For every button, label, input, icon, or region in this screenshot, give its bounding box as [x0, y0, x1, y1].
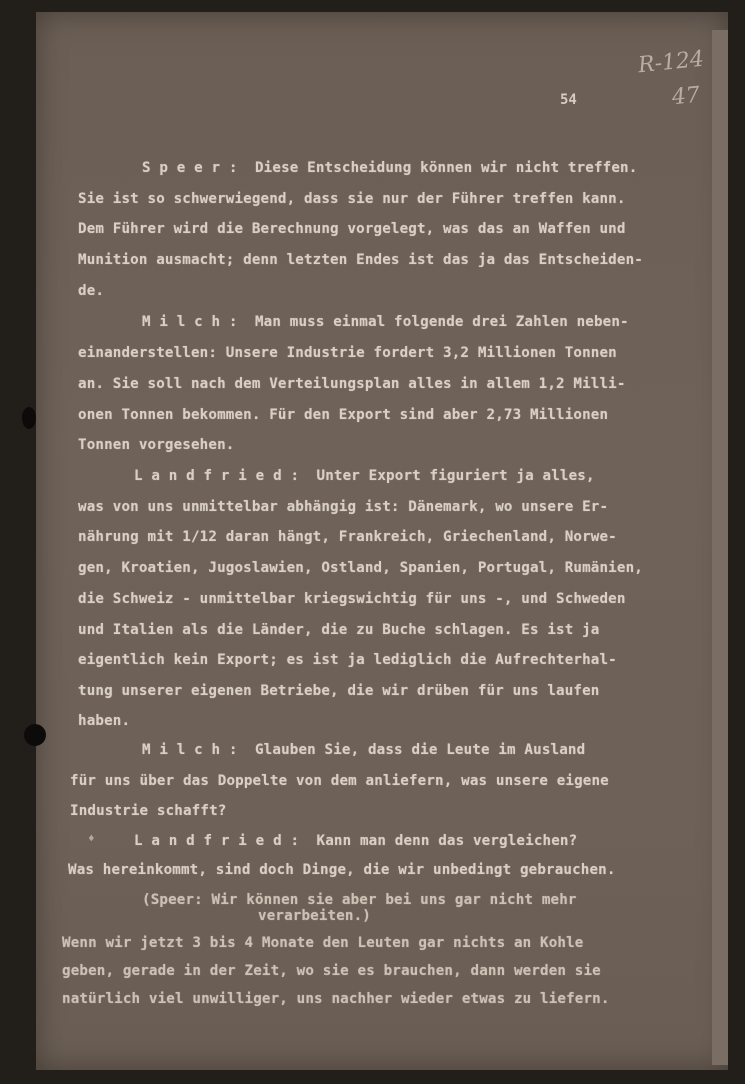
text-line: eigentlich kein Export; es ist ja lediglich die Aufrechterhal-: [78, 652, 617, 668]
text-line: nährung mit 1/12 daran hängt, Frankreich, Griechenland, Norwe-: [78, 529, 617, 545]
text-line: L a n d f r i e d : Kann man denn das vergleichen?: [134, 833, 578, 849]
text-line: Dem Führer wird die Berechnung vorgelegt, was das an Waffen und: [78, 221, 626, 237]
text-line: Industrie schafft?: [70, 803, 227, 819]
text-line: einanderstellen: Unsere Industrie fordert 3,2 Millionen Tonnen: [78, 345, 617, 361]
page-number: 54: [560, 92, 577, 108]
punch-hole: [24, 724, 46, 746]
text-line: onen Tonnen bekommen. Für den Export sind aber 2,73 Millionen: [78, 407, 609, 423]
paper-edge: [712, 30, 728, 1065]
punch-hole: [22, 407, 36, 429]
text-line: an. Sie soll nach dem Verteilungsplan alles in allem 1,2 Milli-: [78, 376, 626, 392]
text-line: gen, Kroatien, Jugoslawien, Ostland, Spanien, Portugal, Rumänien,: [78, 560, 643, 576]
text-line: L a n d f r i e d : Unter Export figuriert ja alles,: [134, 468, 595, 484]
text-line: die Schweiz - unmittelbar kriegswichtig für uns -, und Schweden: [78, 591, 626, 607]
text-line: Sie ist so schwerwiegend, dass sie nur der Führer treffen kann.: [78, 191, 626, 207]
text-line: haben.: [78, 713, 131, 729]
text-line: Munition ausmacht; denn letzten Endes ist das ja das Entscheiden-: [78, 252, 643, 268]
text-line: M i l c h : Man muss einmal folgende drei Zahlen neben-: [142, 314, 629, 330]
text-line: tung unserer eigenen Betriebe, die wir drüben für uns laufen: [78, 683, 600, 699]
text-line: geben, gerade in der Zeit, wo sie es brauchen, dann werden sie: [62, 963, 601, 979]
text-line: Tonnen vorgesehen.: [78, 437, 235, 453]
text-line: natürlich viel unwilliger, uns nachher wieder etwas zu liefern.: [62, 991, 610, 1007]
text-line: Was hereinkommt, sind doch Dinge, die wir unbedingt gebrauchen.: [68, 862, 616, 878]
archive-mark-line: R-124: [636, 46, 706, 79]
text-line: Wenn wir jetzt 3 bis 4 Monate den Leuten gar nichts an Kohle: [62, 935, 584, 951]
archive-mark-line: 47: [670, 82, 702, 111]
text-line: S p e e r : Diese Entscheidung können wir nicht treffen.: [142, 160, 638, 176]
text-line: und Italien als die Länder, die zu Buche schlagen. Es ist ja: [78, 622, 600, 638]
text-line: de.: [78, 283, 105, 299]
margin-mark: ♦: [88, 832, 95, 845]
text-line: (Speer: Wir können sie aber bei uns gar nicht mehr: [142, 892, 577, 908]
text-line: für uns über das Doppelte von dem anliefern, was unsere eigene: [70, 773, 609, 789]
text-line: was von uns unmittelbar abhängig ist: Dänemark, wo unsere Er-: [78, 499, 609, 515]
text-line: M i l c h : Glauben Sie, dass die Leute im Ausland: [142, 742, 586, 758]
text-line: verarbeiten.): [258, 908, 371, 924]
handwritten-archive-mark: [636, 46, 718, 120]
